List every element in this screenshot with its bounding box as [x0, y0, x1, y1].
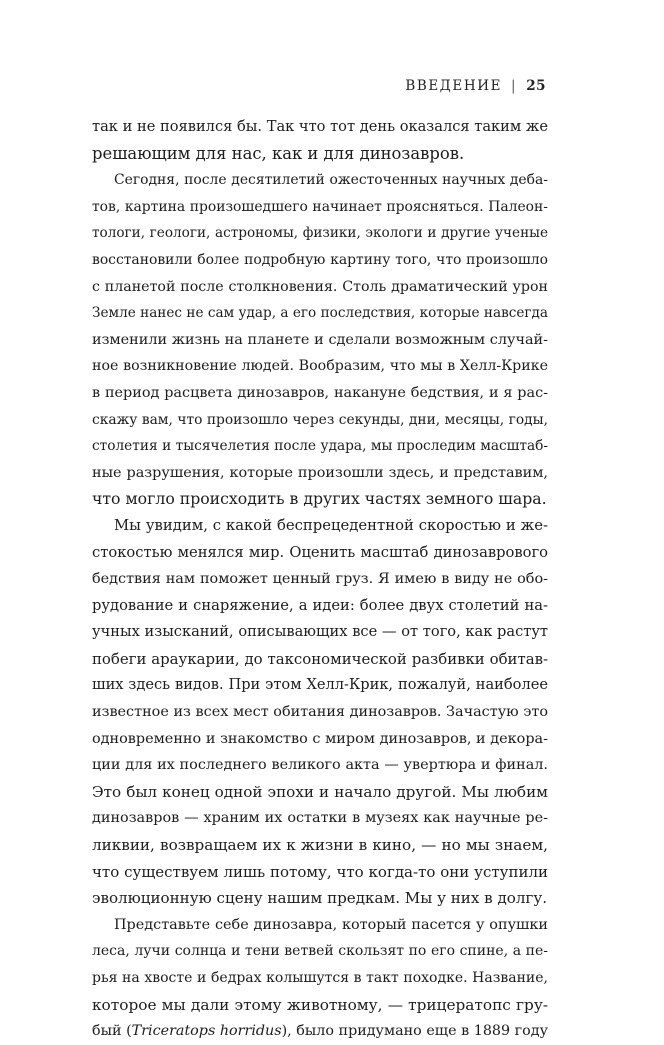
running-header [405, 78, 546, 94]
text-line: одновременно и знакомство с миром динозавров, и декора- [92, 730, 548, 747]
text-line: побеги араукарии, до таксономической разбивки обитав- [92, 649, 548, 668]
text-line: Сегодня, после десятилетий ожесточенных научных деба- [114, 172, 548, 189]
text-line: тологи, геологи, астрономы, физики, экологи и другие ученые [92, 225, 548, 242]
text-line: ликвии, возвращаем их к жизни в кино, — но мы знаем, [92, 836, 548, 855]
text-fragment: ), было придумано еще в 1889 году [281, 1023, 548, 1040]
text-line: рудование и снаряжение, а идеи: более двух столетий на- [92, 596, 548, 614]
text-line: Это был конец одной эпохи и начало другой. Мы любим [92, 782, 548, 801]
text-line: которое мы дали этому животному, — трицератопс гру- [92, 995, 548, 1014]
text-line: ших здесь видов. При этом Хелл-Крик, пожалуй, наиболее [92, 676, 548, 694]
body-text [92, 114, 548, 1045]
text-line: ные разрушения, которые произошли здесь, и представим, [92, 464, 548, 481]
text-line: известное из всех мест обитания динозавров. Зачастую это [92, 704, 548, 721]
text-line: столетия и тысячелетия после удара, мы проследим масштаб- [92, 438, 548, 455]
text-line: с планетой после столкновения. Столь драматический урон [92, 278, 548, 295]
text-line: бедствия нам поможет ценный груз. Я имею в виду не обо- [92, 571, 548, 588]
text-line: тов, картина произошедшего начинает проясняться. Палеон- [92, 198, 548, 215]
text-line: Мы увидим, с какой беспрецедентной скоростью и же- [114, 516, 548, 534]
text-line: ное возникновение людей. Вообразим, что мы в Хелл-Крике [92, 358, 548, 375]
text-line: что могло происходить в других частях земного шара. [92, 489, 547, 509]
text-line: Земле нанес не сам удар, а его последствия, которые навсегда [92, 305, 548, 322]
text-line: восстановили более подробную картину того, что произошло [92, 251, 548, 268]
section-title: ВВЕДЕНИЕ [405, 78, 503, 94]
text-line: эволюционную сцену нашим предкам. Мы у них в долгу. [92, 889, 548, 908]
text-line: решающим для нас, как и для динозавров. [92, 143, 465, 163]
text-line: рья на хвосте и бедрах колышутся в такт походке. Название, [92, 970, 548, 986]
text-line: учных изысканий, описывающих все — от того, как растут [92, 623, 548, 641]
text-fragment: бый ( [92, 1023, 132, 1040]
page-number: 25 [526, 78, 546, 94]
text-line: Представьте себе динозавра, который пасется у опушки [114, 916, 548, 933]
text-line: динозавров — храним их остатки в музеях как научные ре- [92, 810, 548, 827]
text-line: ции для их последнего великого акта — увертюра и финал. [92, 757, 548, 774]
text-line: изменили жизнь на планете и сделали возможным случай- [92, 331, 548, 348]
header-separator: | [511, 78, 518, 94]
text-line: так и не появился бы. Так что тот день оказался таким же [92, 118, 548, 135]
text-line: что существуем лишь потому, что когда-то они уступили [92, 862, 548, 881]
text-line: стокостью менялся мир. Оценить масштаб динозаврового [92, 543, 548, 561]
text-line: скажу вам, что произошло через секунды, дни, месяцы, годы, [92, 411, 548, 428]
text-line: в период расцвета динозавров, накануне бедствия, и я рас- [92, 384, 548, 401]
species-name: Triceratops horridus [131, 1023, 282, 1040]
text-line [92, 1018, 548, 1045]
text-line: леса, лучи солнца и тени ветвей скользят по его спине, а пе- [92, 943, 548, 960]
